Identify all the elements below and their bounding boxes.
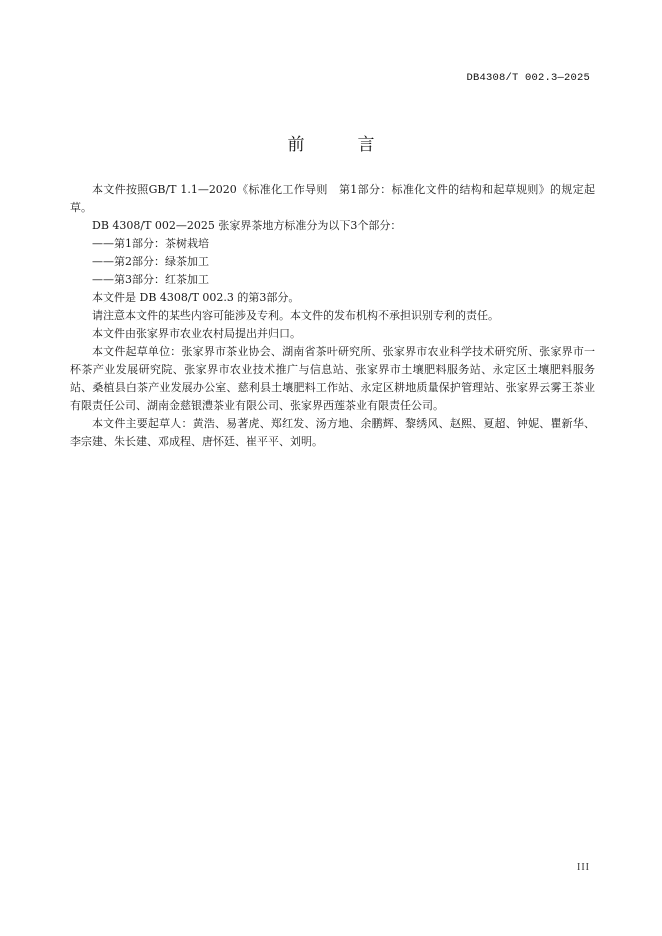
paragraph-drafters: 本文件主要起草人：黄浩、易著虎、郑红发、汤方地、余鹏辉、黎绣风、赵熙、夏超、钟妮、瞿新华、李宗建、朱长建、邓成程、唐怀廷、崔平平、刘明。 (70, 417, 595, 448)
paragraph-standard-parts: DB 4308/T 002—2025 张家界茶地方标准分为以下3个部分： (92, 219, 402, 232)
list-item-part-1: ——第1部分：茶树栽培 (92, 237, 209, 250)
list-item-part-2: ——第2部分：绿茶加工 (92, 255, 209, 268)
document-body (70, 181, 595, 451)
paragraph-drafting-units: 本文件起草单位：张家界市茶业协会、湖南省茶叶研究所、张家界市农业科学技术研究所、张家界市一杯茶产业发展研究院、张家界市农业技术推广与信息站、张家界市土壤肥料服务站、永定区土壤肥料服务站、桑植县白茶产业发展办公室、慈利县土壤肥料工作站、永定区耕地质量保护管理站、张家界云雾王茶业有限责任公司、湖南金慈银澧茶业有限公司、张家界西莲茶业有限责任公司。 (70, 345, 595, 412)
page-number: III (577, 862, 590, 873)
paragraph-this-part: 本文件是 DB 4308/T 002.3 的第3部分。 (92, 291, 300, 304)
paragraph-patent-notice: 请注意本文件的某些内容可能涉及专利。本文件的发布机构不承担识别专利的责任。 (92, 309, 499, 322)
page-title: 前 言 (287, 135, 393, 155)
paragraph-drafting-rules: 本文件按照GB/T 1.1—2020《标准化工作导则 第1部分：标准化文件的结构和起草规则》的规定起草。 (70, 183, 595, 214)
list-item-part-3: ——第3部分：红茶加工 (92, 273, 209, 286)
document-code: DB4308/T 002.3—2025 (466, 72, 590, 84)
paragraph-proposer: 本文件由张家界市农业农村局提出并归口。 (92, 327, 301, 340)
